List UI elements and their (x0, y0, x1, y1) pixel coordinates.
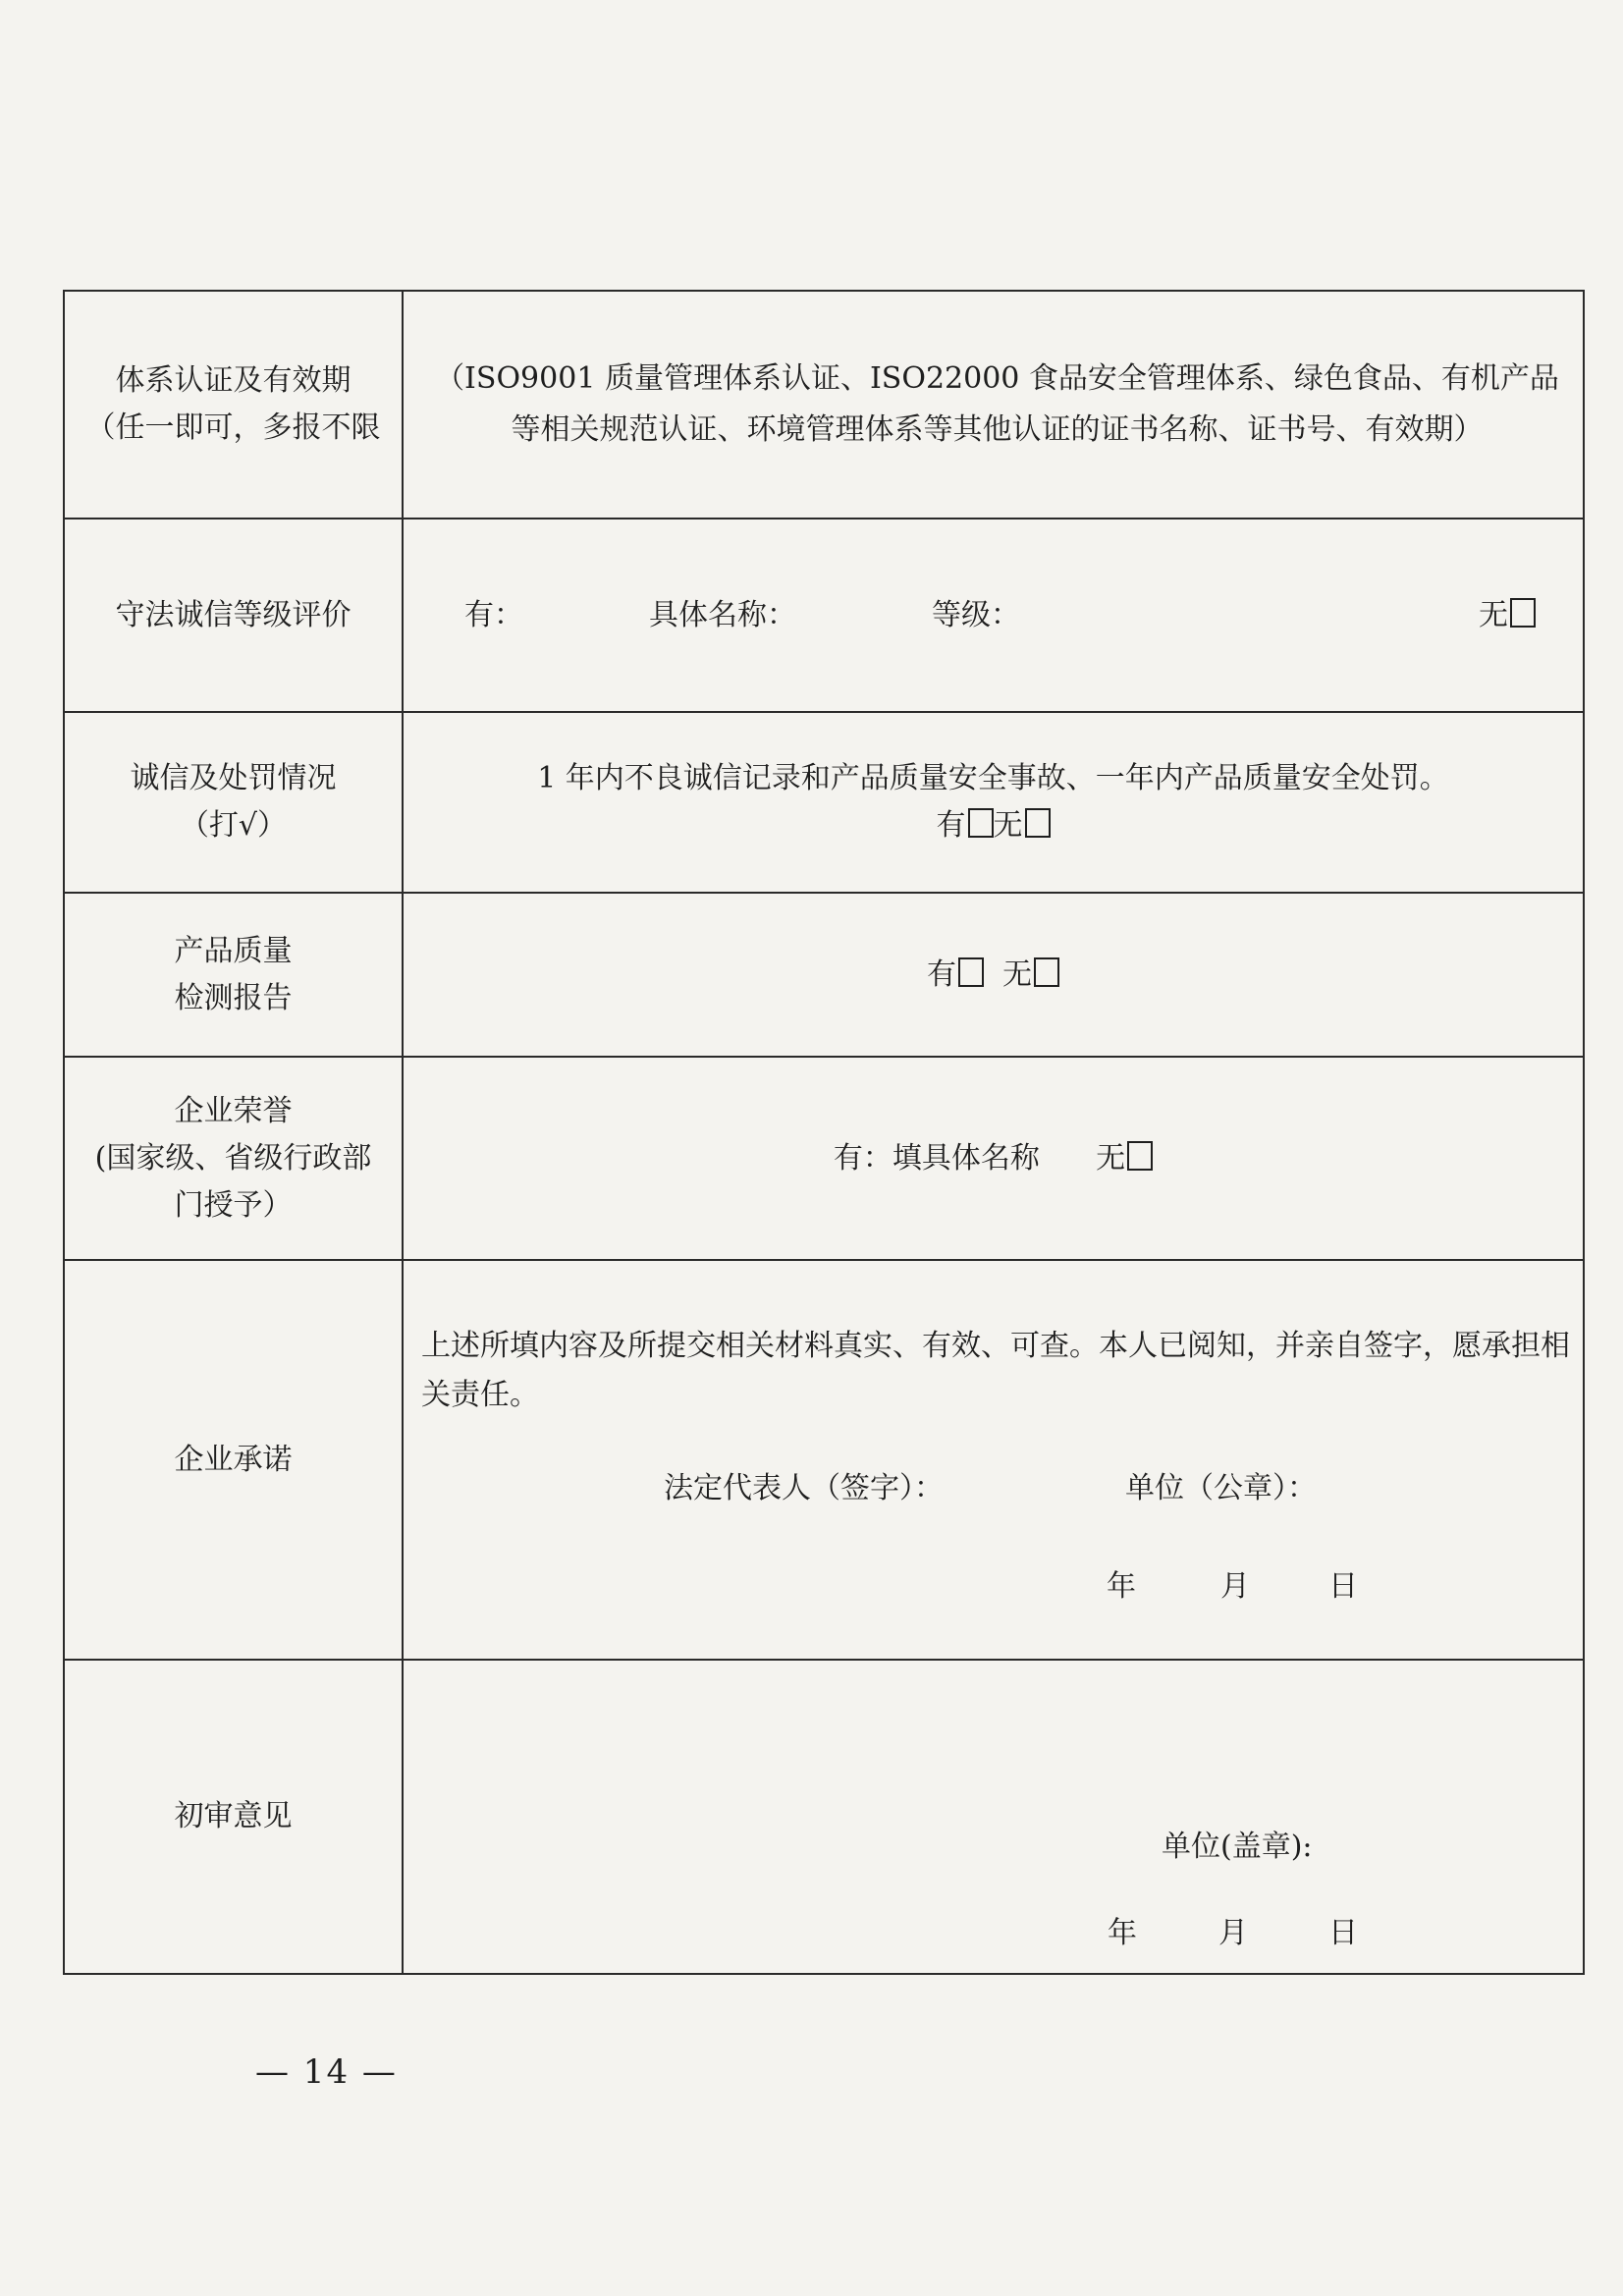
review-year-label: 年 (1108, 1916, 1137, 1950)
field-preliminary-review[interactable] (403, 1660, 1584, 1974)
row-honesty-rating (64, 519, 1584, 712)
row-preliminary-review (64, 1660, 1584, 1974)
report-none-label: 无 (1002, 957, 1033, 992)
honesty-none-checkbox[interactable] (1510, 598, 1536, 628)
label-honesty-rating: 守法诚信等级评价 (64, 519, 403, 712)
label-credit-penalty (64, 712, 403, 893)
label-certification (64, 291, 403, 519)
honesty-has-label: 有： (464, 597, 523, 632)
review-month-label: 月 (1218, 1916, 1248, 1950)
certification-hint-line2: 等相关规范认证、环境管理体系等其他认证的证书名称、证书号、有效期） (511, 412, 1484, 447)
commit-day-label: 日 (1328, 1569, 1358, 1604)
commitment-statement: 上述所填内容及所提交相关材料真实、有效、可查。本人已阅知，并亲自签字，愿承担相关责任。 (421, 1329, 1570, 1412)
commit-month-label: 月 (1220, 1569, 1250, 1604)
row-credit-penalty (64, 712, 1584, 893)
label-quality-report-line1: 产品质量 (174, 933, 293, 968)
row-honors (64, 1057, 1584, 1260)
credit-penalty-description: 1 年内不良诚信记录和产品质量安全事故、一年内产品质量安全处罚。 (537, 761, 1449, 795)
row-commitment (64, 1260, 1584, 1660)
honors-text: 有：填具体名称 (833, 1140, 1040, 1175)
credit-none-checkbox[interactable] (1025, 808, 1051, 838)
report-has-checkbox[interactable] (958, 957, 984, 987)
field-honors[interactable] (403, 1057, 1584, 1260)
legal-rep-signature-label: 法定代表人（签字）： (664, 1471, 944, 1505)
label-commitment: 企业承诺 (64, 1260, 403, 1660)
label-honors-line1: 企业荣誉 (174, 1093, 293, 1128)
field-credit-penalty (403, 712, 1584, 893)
credit-none-label: 无 (993, 808, 1023, 843)
label-honors-line3: 门授予） (174, 1187, 293, 1223)
field-certification[interactable] (403, 291, 1584, 519)
label-certification-line1: 体系认证及有效期 (115, 363, 352, 398)
row-quality-report (64, 893, 1584, 1057)
honesty-grade-label: 等级： (932, 597, 1020, 632)
field-honesty-rating[interactable] (403, 519, 1584, 712)
honors-none-checkbox[interactable] (1127, 1141, 1153, 1171)
unit-seal-label: 单位（公章）： (1125, 1471, 1317, 1505)
honesty-none-label: 无 (1479, 597, 1508, 632)
honors-none-label: 无 (1096, 1140, 1126, 1175)
honesty-name-label: 具体名称： (649, 597, 796, 632)
page-number: — 14 — (255, 2052, 398, 2092)
label-credit-penalty-line1: 诚信及处罚情况 (130, 761, 337, 795)
credit-has-checkbox[interactable] (968, 808, 994, 838)
field-commitment (403, 1260, 1584, 1660)
report-has-label: 有 (926, 957, 956, 992)
label-quality-report-line2: 检测报告 (174, 980, 293, 1015)
label-honors (64, 1057, 403, 1260)
review-unit-seal-label: 单位(盖章): (1162, 1830, 1313, 1864)
credit-has-label: 有 (936, 808, 966, 843)
application-form-table (63, 290, 1585, 1975)
certification-hint-line1: （ISO9001 质量管理体系认证、ISO22000 食品安全管理体系、绿色食品、有机产品 (435, 361, 1559, 396)
commit-year-label: 年 (1107, 1569, 1136, 1604)
row-certification (64, 291, 1584, 519)
label-quality-report (64, 893, 403, 1057)
field-quality-report (403, 893, 1584, 1057)
label-credit-penalty-line2: （打√） (179, 808, 288, 843)
label-honors-line2: (国家级、省级行政部 (94, 1140, 372, 1175)
label-certification-line2: （任一即可，多报不限 (85, 410, 381, 445)
review-day-label: 日 (1328, 1916, 1358, 1950)
report-none-checkbox[interactable] (1034, 957, 1059, 987)
label-preliminary-review: 初审意见 (64, 1660, 403, 1974)
